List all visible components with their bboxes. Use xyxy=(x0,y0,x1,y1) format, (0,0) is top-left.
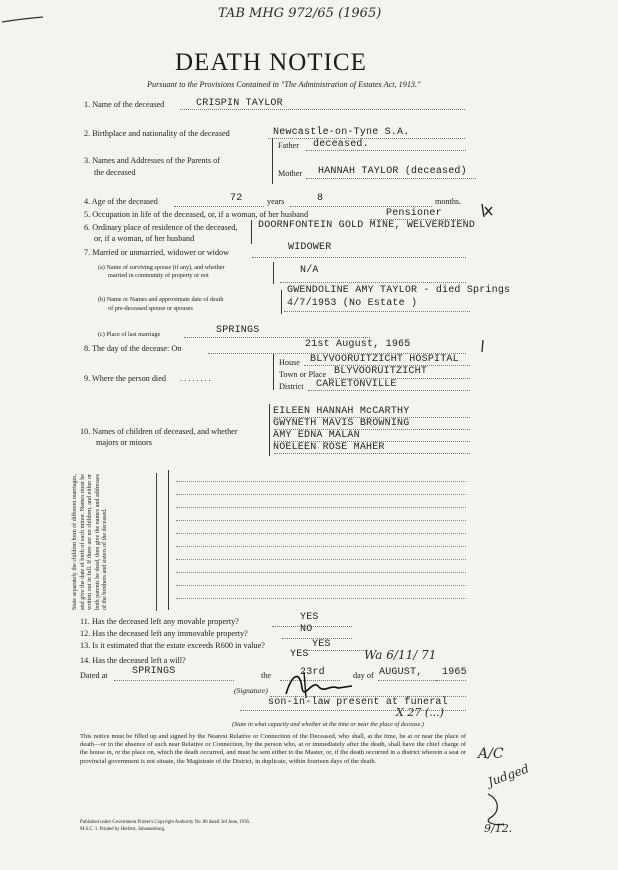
surviving-label-2: married in community of property or not xyxy=(108,272,209,279)
document-subtitle: Pursuant to the Provisions Contained in "The Administration of Estates Act, 1913." xyxy=(147,80,421,89)
district-label: District xyxy=(279,382,304,391)
footer-instructions: This notice must be filled up and signed by the Nearest Relative or Connection of the Deceased, who shall, at the time, be at or near the place of death—or in the absence of such near Relative or Connection, by the person who, at or immediately after the death, shall have the chief charge of the house in, or the place on, which the death occurred, and must be sent either to the Master, or, if the death occurred in a district wherein a seat or provincial government is not situate, the Magistrate of the District, in duplicate, within fourteen days of the death. xyxy=(80,733,466,765)
marriage-place-label: (c) Place of last marriage xyxy=(98,331,161,338)
decease-day-tick xyxy=(480,338,488,356)
child-name-2: GWYNETH MAVIS BROWNING xyxy=(273,418,410,429)
predeceased-label-1: (b) Name or Names and approximate date of death xyxy=(98,296,224,303)
child-name-1: EILEEN HANNAH McCARTHY xyxy=(273,406,410,417)
death-notice-page: TAB MHG 972/65 (1965) DEATH NOTICE Pursuant to the Provisions Contained in "The Administration of Estates Act, 1913." 1. Name of the deceased CRISPIN TAYLOR 2. Birthplace and nationality of the deceased Newcastle-on-Tyne S.A. 3. Names and Addresses of the Parents of the deceased Father deceased. Mother HANNAH TAYLOR (deceased) 4. Age of the deceased 72 years 8 months. 5. Occupation in life of the deceased, or, if a woman, of her husband Pensioner 6. Ordinary place of residence of the deceased, or, if a woman, of her husband DOORNFONTEIN GOLD MINE, WELVERDIEND 7. Married or unmarried, widower or widow WIDOWER (a) Name of surviving spouse (if any), and whether married in community of property or not N/A (b) Name or Names and approximate date of death of pre-deceased spouse or spouses GWENDOLINE AMY TAYLOR - died Springs 4/7/1953 (No Estate ) (c) Place of last marriage SPRINGS 8. The day of the decease: On 21st August, 1965 9. Where the person died . . . . . . . . House BLYVOORUITZICHT HOSPITAL Town or Place BLYVOORUITZICHT District CARLETONVILLE 10. Names of children of deceased, and whether majors or minors EILEEN HANNAH McCARTHY GWYNETH MAVIS BROWNING AMY EDNA MALAN NOELEEN ROSE MAHER State separately the children born of different marriages, and give the date of birth of each minor. Names must be written out in full. If there are no children, and either or both parents be dead, then give the names and addresses of the brothers and sisters of the deceased. 11. Has the deceased left any movable property? YES 12. Has the deceased left any immovable property? NO 13. Is it estimated that the estate exceeds R600 in value? YES 14. Has the deceased left a will? YES Wa 6/11/ 71 Dated at SPRINGS the 23rd day of AUGUST, 1965 (Signature) son-in-law present at funeral X 27 (...) (State in what capacity and whether at the time or near the place of decease.) This notice must be filled up and signed by the Nearest Relative or Connection of the Deceased, who shall, at the time, be at or near the place of death—or in the absence of such near Relative or Connection, by the person who, at or immediately after the death, shall have the chief charge of the house in, or the place on, which the death occurred, and must be sent either to the Master, or, if the death occurred in a district wherein a seat or provincial government is not situate, the Magistrate of the District, in duplicate, within fourteen days of the death. Published under Government Printer's Copyright Authority No. 86 dated 3rd June, 1936. M.S.C. 1. Printed by Herbert, Johannesburg. A/C Judged 9/12. xyxy=(0,0,618,870)
district-value: CARLETONVILLE xyxy=(316,379,397,390)
birthplace-value: Newcastle-on-Tyne S.A. xyxy=(273,127,410,138)
will-label: 14. Has the deceased left a will? xyxy=(80,656,186,665)
marital-value: WIDOWER xyxy=(288,242,332,253)
document-title: DEATH NOTICE xyxy=(175,49,367,76)
occupation-tick-mark xyxy=(479,201,499,221)
file-reference: TAB MHG 972/65 (1965) xyxy=(218,6,382,21)
age-years-value: 72 xyxy=(230,193,243,204)
margin-note-date: 9/12. xyxy=(484,822,513,835)
decease-day-value: 21st August, 1965 xyxy=(305,339,411,350)
margin-note-judged: Judged xyxy=(486,761,531,790)
year-value: 1965 xyxy=(442,667,467,678)
signature-label: (Signature) xyxy=(234,686,268,695)
father-value: deceased. xyxy=(313,139,369,150)
month-value: AUGUST, xyxy=(379,667,423,678)
child-name-4: NOELEEN ROSE MAHER xyxy=(273,442,385,453)
children-label-1: 10. Names of children of deceased, and whether xyxy=(80,427,238,436)
handwritten-mark: X 27 (...) xyxy=(396,706,444,719)
mother-value: HANNAH TAYLOR (deceased) xyxy=(318,166,467,177)
name-label: 1. Name of the deceased xyxy=(84,100,165,109)
months-label: months. xyxy=(435,197,462,206)
years-label: years xyxy=(267,197,285,206)
margin-pen-flourish xyxy=(482,790,512,830)
child-name-3: AMY EDNA MALAN xyxy=(273,430,360,441)
printer-line-2: M.S.C. 1. Printed by Herbert, Johannesburg. xyxy=(80,827,166,832)
marriage-place-value: SPRINGS xyxy=(216,325,260,336)
margin-note-ac: A/C xyxy=(478,746,504,762)
dated-at-value: SPRINGS xyxy=(132,666,176,677)
capacity-value: son-in-law present at funeral xyxy=(268,697,448,708)
mother-label: Mother xyxy=(278,169,303,178)
occupation-value: Pensioner xyxy=(386,208,442,219)
residence-label-2: or, if a woman, of her husband xyxy=(94,234,195,243)
dated-at-label: Dated at xyxy=(80,671,108,680)
day-of-label: day of xyxy=(353,671,374,680)
margin-pencil-stroke xyxy=(0,8,60,28)
capacity-note: (State in what capacity and whether at the time or near the place of decease.) xyxy=(232,721,424,728)
printer-line-1: Published under Government Printer's Copyright Authority No. 86 dated 3rd June, 1936. xyxy=(80,820,251,825)
name-value: CRISPIN TAYLOR xyxy=(196,98,283,109)
died-where-label: 9. Where the person died xyxy=(84,374,166,383)
age-months-value: 8 xyxy=(317,193,324,204)
age-label: 4. Age of the deceased xyxy=(84,197,158,206)
father-label: Father xyxy=(278,141,299,150)
will-value: YES xyxy=(290,649,309,660)
movable-value: YES xyxy=(300,612,319,623)
town-label: Town or Place xyxy=(279,370,327,379)
predeceased-label-2: of pre-deceased spouse or spouses xyxy=(108,305,193,312)
children-side-note: State separately the children born of different marriages, and give the date of birth of each minor. Names must be written out in full. If there are no children, and either or both parents be dead, then give the names and addresses of the brothers and sisters of the deceased. xyxy=(72,474,109,610)
children-label-2: majors or minors xyxy=(96,438,152,447)
predeceased-value-1: GWENDOLINE AMY TAYLOR - died Springs xyxy=(287,285,511,296)
surviving-label-1: (a) Name of surviving spouse (if any), and whether xyxy=(98,264,225,271)
parents-label-2: the deceased xyxy=(94,168,136,177)
residence-label-1: 6. Ordinary place of residence of the deceased, xyxy=(84,223,238,232)
surviving-value: N/A xyxy=(300,265,319,276)
immovable-value: NO xyxy=(300,624,313,635)
immovable-label: 12. Has the deceased left any immovable property? xyxy=(80,629,248,638)
town-value: BLYVOORUITZICHT xyxy=(334,366,428,377)
the-label: the xyxy=(261,671,272,680)
marital-label: 7. Married or unmarried, widower or widow xyxy=(84,248,230,257)
birthplace-label: 2. Birthplace and nationality of the deceased xyxy=(84,129,230,138)
handwritten-reference: Wa 6/11/ 71 xyxy=(364,648,437,662)
occupation-label: 5. Occupation in life of the deceased, or, if a woman, of her husband xyxy=(84,210,309,219)
predeceased-value-2: 4/7/1953 (No Estate ) xyxy=(287,298,418,309)
day-value: 23rd xyxy=(300,667,325,678)
house-value: BLYVOORUITZICHT HOSPITAL xyxy=(310,354,459,365)
parents-label-1: 3. Names and Addresses of the Parents of xyxy=(84,156,220,165)
movable-label: 11. Has the deceased left any movable property? xyxy=(80,617,239,626)
exceeds-label: 13. Is it estimated that the estate exceeds R600 in value? xyxy=(80,641,265,650)
exceeds-value: YES xyxy=(312,639,331,650)
decease-day-label: 8. The day of the decease: On xyxy=(84,344,182,353)
house-label: House xyxy=(279,358,300,367)
residence-value: DOORNFONTEIN GOLD MINE, WELVERDIEND xyxy=(258,220,476,231)
